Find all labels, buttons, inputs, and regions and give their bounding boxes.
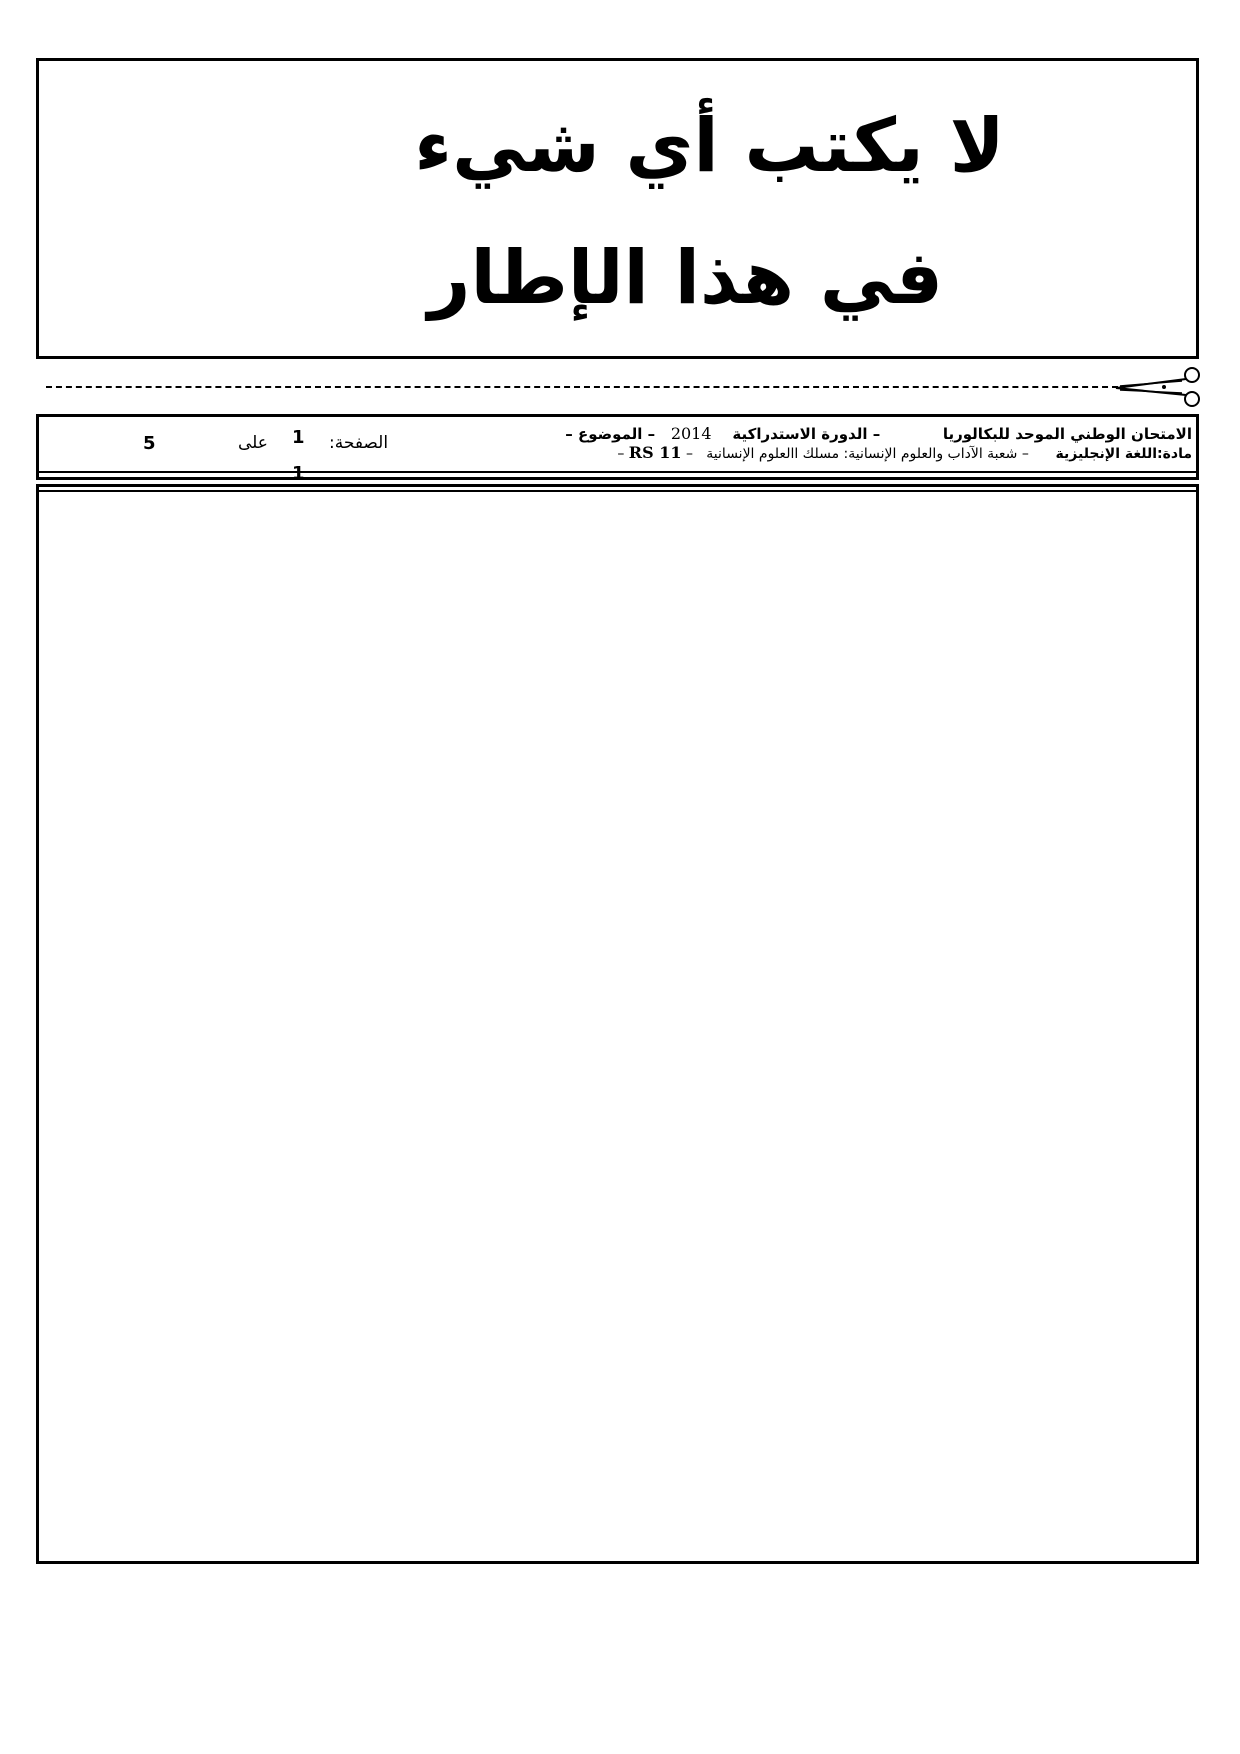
exam-header-line-1: الامتحان الوطني الموحد للبكالوريا – الدورة الاستدراكية 2014 – الموضوع –: [565, 424, 1192, 443]
exam-title: الامتحان الوطني الموحد للبكالوريا: [942, 425, 1192, 443]
header-inner-rule: [39, 471, 1196, 473]
exam-subject-label: الموضوع: [578, 425, 643, 443]
page-total: 5: [143, 433, 156, 454]
exam-session: الدورة الاستدراكية: [732, 425, 868, 443]
scissors-icon: [1112, 366, 1204, 408]
cut-line: [46, 386, 1118, 388]
exam-code: RS 11: [628, 443, 682, 462]
answer-area: [36, 484, 1199, 1564]
exam-header: [36, 414, 1199, 484]
exam-subject: مادة:اللغة الإنجليزية: [1055, 446, 1192, 462]
page-label: الصفحة:: [329, 433, 389, 453]
page-current: 1: [292, 427, 305, 448]
page-of-label: على: [238, 433, 268, 453]
do-not-write-frame: [36, 58, 1199, 359]
exam-year: 2014: [670, 424, 712, 443]
warning-line-2: في هذا الإطار: [427, 235, 944, 321]
exam-branch: شعبة الآداب والعلوم الإنسانية: مسلك االعلوم الإنسانية: [706, 446, 1018, 462]
exam-header-line-2: مادة:اللغة الإنجليزية – شعبة الآداب والعلوم الإنسانية: مسلك االعلوم الإنسانية – RS 11 –: [617, 443, 1192, 462]
answer-area-top-rule: [39, 490, 1196, 492]
warning-line-1: لا يكتب أي شيء: [414, 103, 1005, 189]
page-current-duplicate: 1: [292, 463, 305, 484]
